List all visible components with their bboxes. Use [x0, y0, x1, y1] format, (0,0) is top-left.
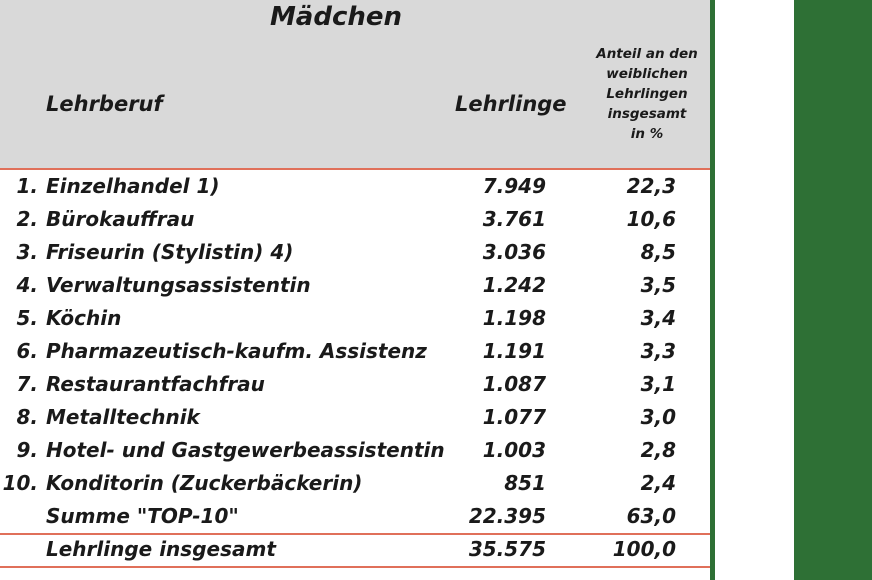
column-header-anteil-line: in % — [630, 126, 664, 142]
anteil-percent: 3,3 — [640, 339, 676, 363]
lehrlinge-count: 3.036 — [482, 240, 546, 264]
rank: 10. — [2, 471, 38, 495]
lehrlinge-count: 851 — [504, 471, 546, 495]
lehrlinge-count: 1.003 — [482, 438, 546, 462]
anteil-percent: 3,5 — [640, 273, 676, 297]
rank: 6. — [16, 339, 38, 363]
decorative-green-bar — [794, 0, 872, 580]
lehrlinge-count: 3.761 — [482, 207, 546, 231]
lehrlinge-count: 7.949 — [482, 174, 546, 198]
anteil-percent: 3,0 — [640, 405, 676, 429]
column-header-anteil-line: weiblichen — [606, 66, 688, 82]
rank: 8. — [16, 405, 38, 429]
summary-lehrlinge: 22.395 — [468, 504, 546, 528]
rank: 2. — [16, 207, 38, 231]
lehrberuf: Metalltechnik — [46, 405, 200, 429]
anteil-percent: 3,1 — [640, 372, 676, 396]
table-row — [0, 236, 710, 269]
table-row — [0, 335, 710, 368]
summary-label: Summe "TOP-10" — [46, 504, 239, 528]
rank: 3. — [16, 240, 38, 264]
lehrlinge-count: 1.242 — [482, 273, 546, 297]
total-divider-bottom — [0, 566, 710, 568]
table-header — [0, 0, 710, 168]
table-row — [0, 170, 710, 203]
rank: 5. — [16, 306, 38, 330]
lehrlinge-count: 1.087 — [482, 372, 546, 396]
column-header-anteil-line: Lehrlingen — [606, 86, 688, 102]
column-header-lehrberuf: Lehrberuf — [46, 92, 163, 116]
total-label: Lehrlinge insgesamt — [46, 537, 276, 561]
lehrberuf: Restaurantfachfrau — [46, 372, 265, 396]
total-row — [0, 533, 710, 566]
table-row — [0, 467, 710, 500]
anteil-percent: 10,6 — [626, 207, 676, 231]
lehrlinge-count: 1.191 — [482, 339, 546, 363]
rank: 4. — [16, 273, 38, 297]
rank: 1. — [16, 174, 38, 198]
total-lehrlinge: 35.575 — [468, 537, 546, 561]
lehrlinge-count: 1.198 — [482, 306, 546, 330]
total-anteil: 100,0 — [612, 537, 676, 561]
table-row — [0, 203, 710, 236]
lehrberuf: Friseurin (Stylistin) 4) — [46, 240, 294, 264]
table-row — [0, 401, 710, 434]
anteil-percent: 2,4 — [640, 471, 676, 495]
lehrberuf: Konditorin (Zuckerbäckerin) — [46, 471, 363, 495]
anteil-percent: 2,8 — [640, 438, 676, 462]
column-header-lehrlinge: Lehrlinge — [455, 92, 567, 116]
table-row — [0, 368, 710, 401]
table-title: Mädchen — [269, 2, 403, 32]
table-row — [0, 302, 710, 335]
lehrlinge-count: 1.077 — [482, 405, 546, 429]
lehrberuf: Köchin — [46, 306, 122, 330]
table-row — [0, 269, 710, 302]
anteil-percent: 8,5 — [640, 240, 676, 264]
column-header-anteil-line: insgesamt — [607, 106, 687, 122]
summary-row-top10 — [0, 500, 710, 533]
lehrberuf: Bürokauffrau — [46, 207, 195, 231]
lehrberuf: Hotel- und Gastgewerbeassistentin — [46, 438, 445, 462]
lehrberuf: Verwaltungsassistentin — [46, 273, 311, 297]
rank: 7. — [16, 372, 38, 396]
anteil-percent: 22,3 — [626, 174, 676, 198]
anteil-percent: 3,4 — [640, 306, 676, 330]
lehrberuf: Pharmazeutisch-kaufm. Assistenz — [46, 339, 427, 363]
summary-anteil: 63,0 — [626, 504, 676, 528]
lehrberuf: Einzelhandel 1) — [46, 174, 220, 198]
rank: 9. — [16, 438, 38, 462]
column-header-anteil — [588, 44, 706, 144]
table-right-border — [710, 0, 715, 580]
table-row — [0, 434, 710, 467]
column-header-anteil-line: Anteil an den — [596, 46, 698, 62]
